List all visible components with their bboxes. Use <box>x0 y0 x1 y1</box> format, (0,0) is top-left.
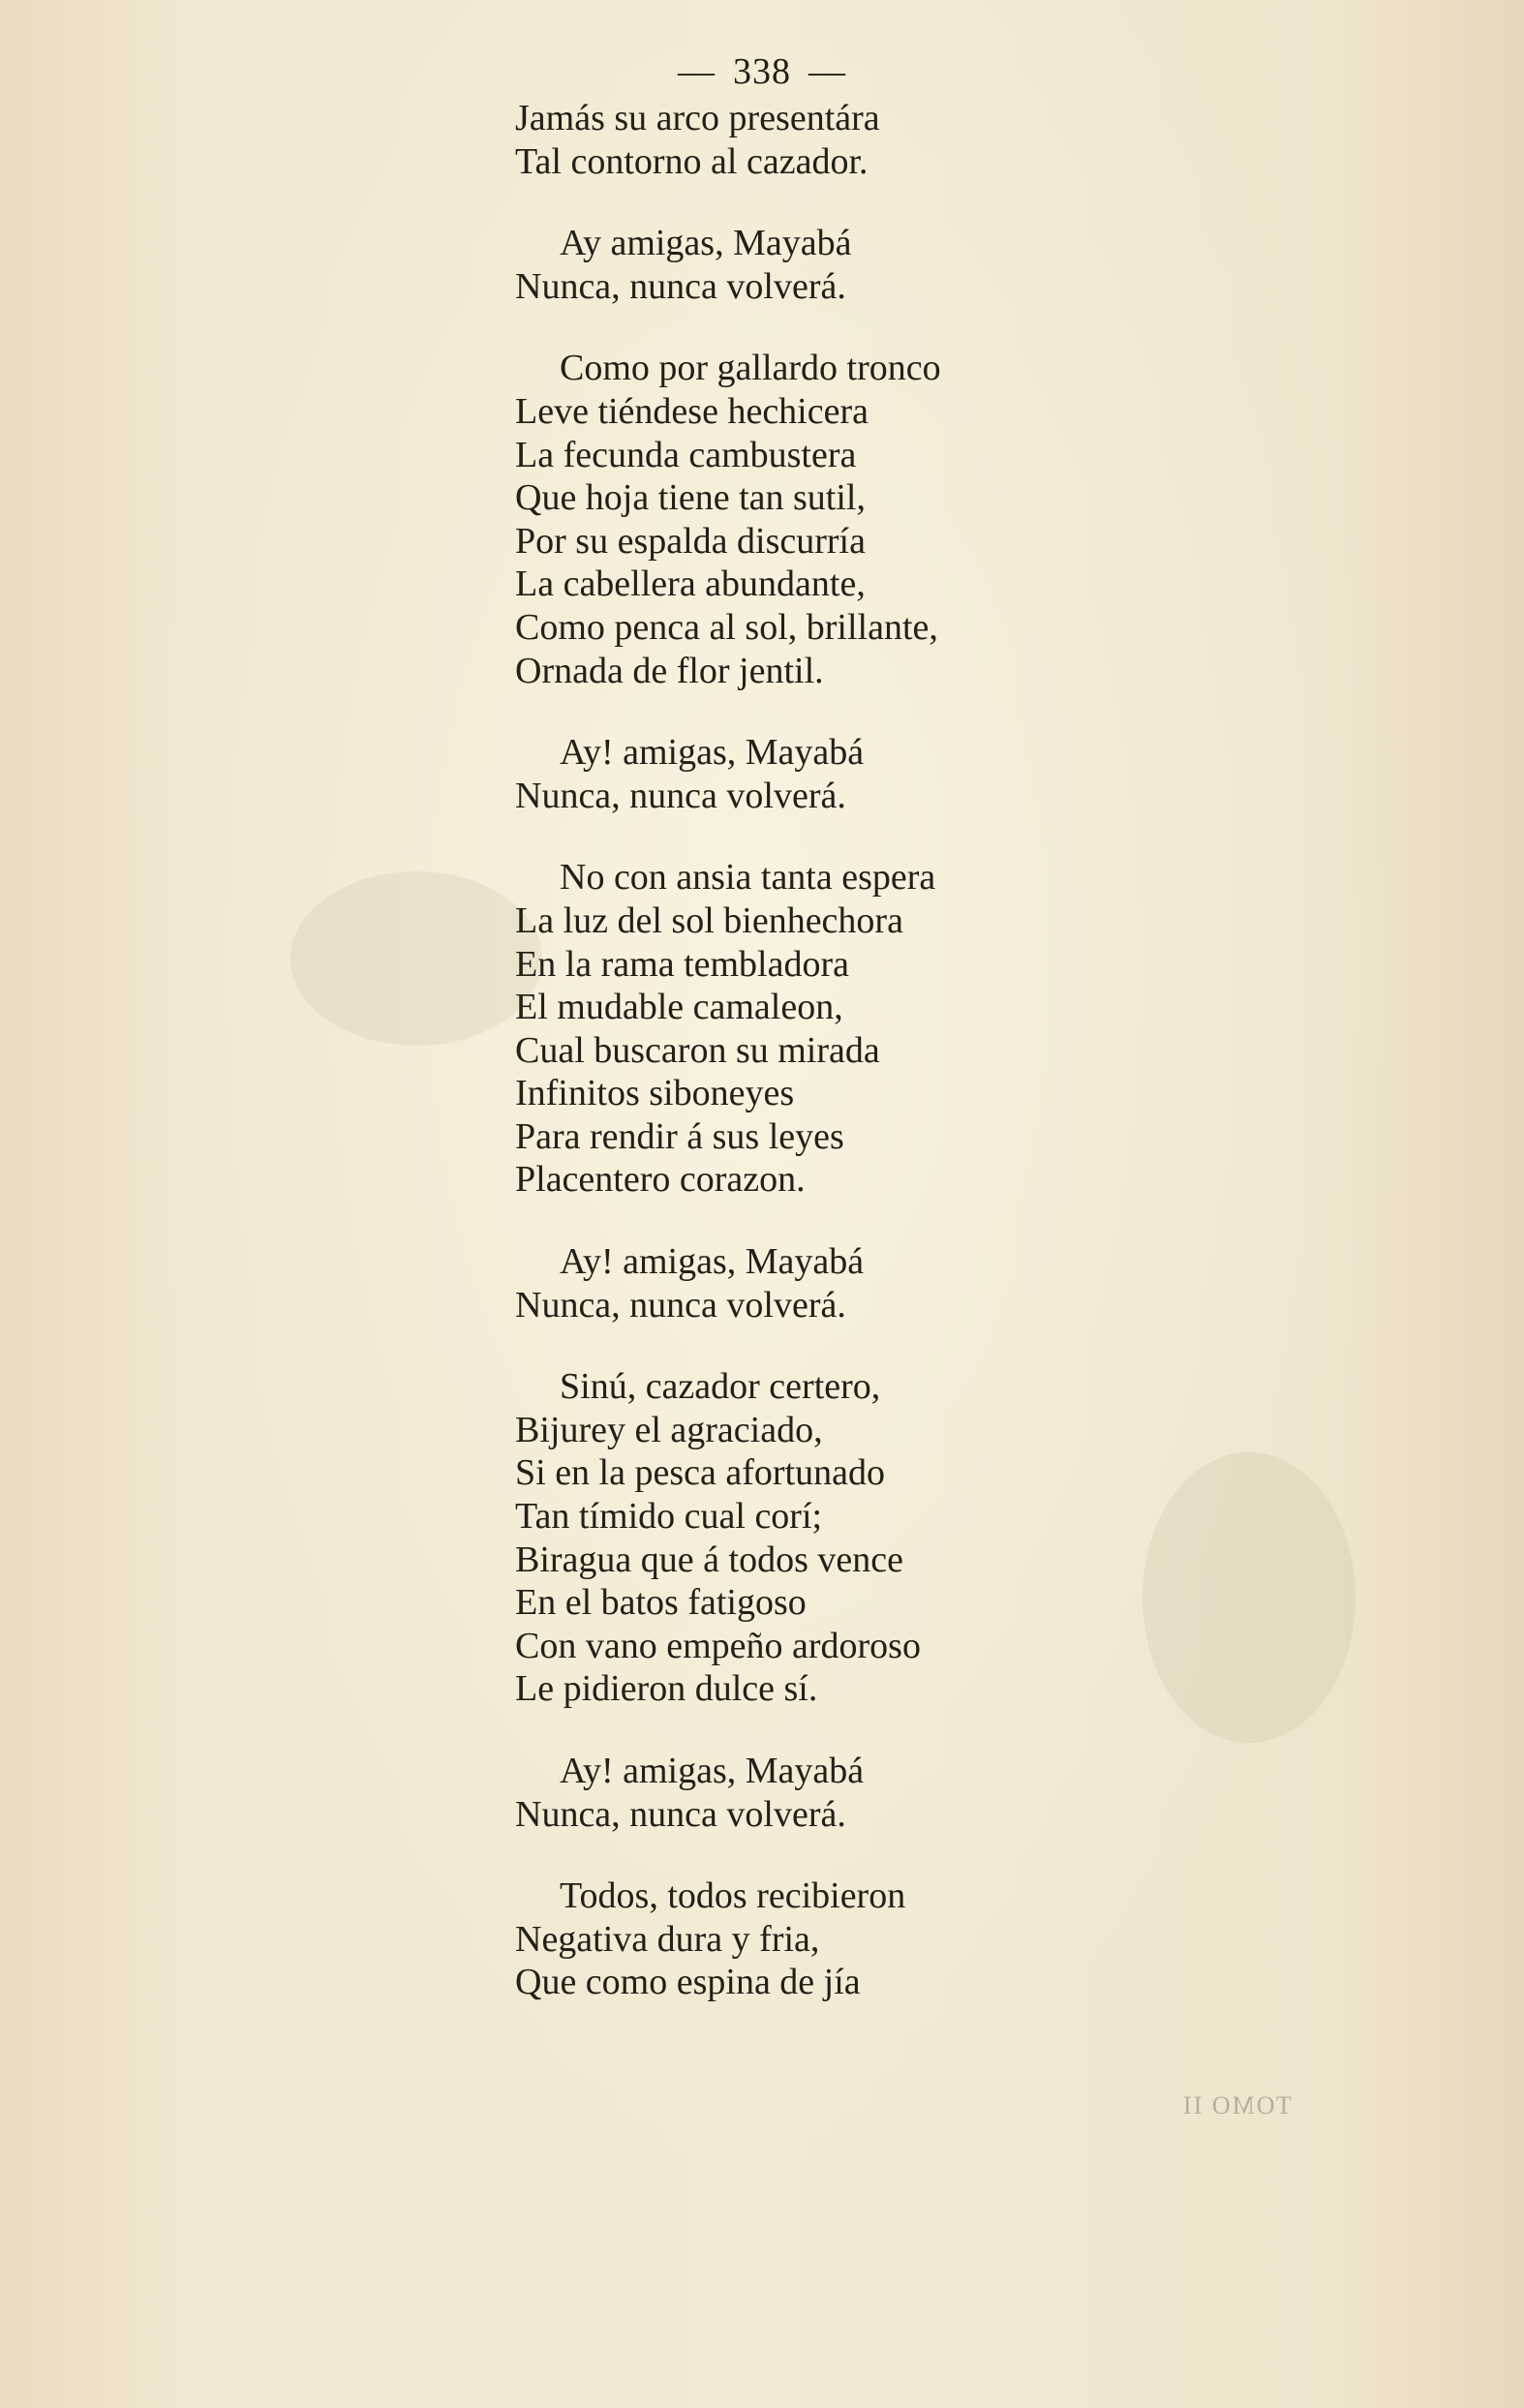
verse-stanza <box>515 347 1115 692</box>
verse-line: Jamás su arco presentára <box>515 98 880 138</box>
verse-line: Bijurey el agraciado, <box>515 1409 823 1450</box>
verse-line: El mudable camaleon, <box>515 987 843 1028</box>
verse-line: Como por gallardo tronco <box>560 348 941 389</box>
refrain-stanza <box>515 1750 1115 1836</box>
verse-stanza <box>515 1365 1115 1711</box>
verse-line: La fecunda cambustera <box>515 434 857 475</box>
verse-line: Tan tímido cual corí; <box>515 1496 823 1538</box>
verse-line: Nunca, nunca volverá. <box>515 265 846 307</box>
verse-line: En el batos fatigoso <box>515 1582 807 1624</box>
verse-line: En la rama tembladora <box>515 943 850 985</box>
verse-line: La cabellera abundante, <box>515 564 866 605</box>
verse-line: Cual buscaron su mirada <box>515 1029 880 1071</box>
verse-line: Placentero corazon. <box>515 1159 806 1201</box>
verse-line: Nunca, nunca volverá. <box>515 1793 846 1835</box>
verse-line: No con ansia tanta espera <box>560 857 936 899</box>
verse-line: Como penca al sol, brillante, <box>515 606 938 648</box>
verse-line: Ay! amigas, Mayabá <box>560 732 865 774</box>
stanza-gap <box>515 183 1115 222</box>
verse-line: Que como espina de jía <box>515 1962 861 2003</box>
poem-body <box>515 97 1115 2004</box>
verse-line: La luz del sol bienhechora <box>515 899 903 941</box>
verse-line: Nunca, nunca volverá. <box>515 775 846 816</box>
verse-line: Leve tiéndese hechicera <box>515 390 869 432</box>
verse-line: Si en la pesca afortunado <box>515 1452 885 1494</box>
verse-line: Ay amigas, Mayabá <box>560 223 852 264</box>
verse-line: Por su espalda discurría <box>515 520 866 562</box>
refrain-stanza <box>515 1240 1115 1326</box>
verse-stanza <box>515 97 1115 183</box>
verse-line: Ay! amigas, Mayabá <box>560 1241 865 1283</box>
verse-line: Nunca, nunca volverá. <box>515 1284 846 1326</box>
refrain-stanza <box>515 731 1115 817</box>
stanza-gap <box>515 308 1115 347</box>
folio-dash-right: — <box>808 51 846 92</box>
stanza-gap <box>515 1326 1115 1365</box>
verse-line: Ornada de flor jentil. <box>515 650 824 691</box>
paper-stain <box>290 871 542 1046</box>
stanza-gap <box>515 1202 1115 1240</box>
verse-line: Negativa dura y fria, <box>515 1918 820 1960</box>
verse-stanza <box>515 1875 1115 2004</box>
folio-number: 338 <box>733 51 791 92</box>
verse-line: Le pidieron dulce sí. <box>515 1668 818 1710</box>
stanza-gap <box>515 692 1115 731</box>
verse-line: Sinú, cazador certero, <box>560 1366 881 1408</box>
page-number <box>0 50 1524 93</box>
bleed-through-text: TOMO II <box>1181 2091 1292 2119</box>
verse-line: Todos, todos recibieron <box>560 1875 906 1917</box>
verse-line: Con vano empeño ardoroso <box>515 1625 921 1666</box>
stanza-gap <box>515 1711 1115 1750</box>
verse-line: Tal contorno al cazador. <box>515 140 869 182</box>
stanza-gap <box>515 1836 1115 1875</box>
verse-line: Ay! amigas, Mayabá <box>560 1751 865 1791</box>
folio-dash-left: — <box>678 51 716 92</box>
refrain-stanza <box>515 222 1115 308</box>
verse-line: Que hoja tiene tan sutil, <box>515 477 866 519</box>
stanza-gap <box>515 817 1115 856</box>
paper-stain <box>1143 1452 1356 1743</box>
verse-line: Biragua que á todos vence <box>515 1539 903 1580</box>
verse-line: Infinitos siboneyes <box>515 1073 795 1114</box>
verse-stanza <box>515 856 1115 1202</box>
verse-line: Para rendir á sus leyes <box>515 1115 844 1157</box>
